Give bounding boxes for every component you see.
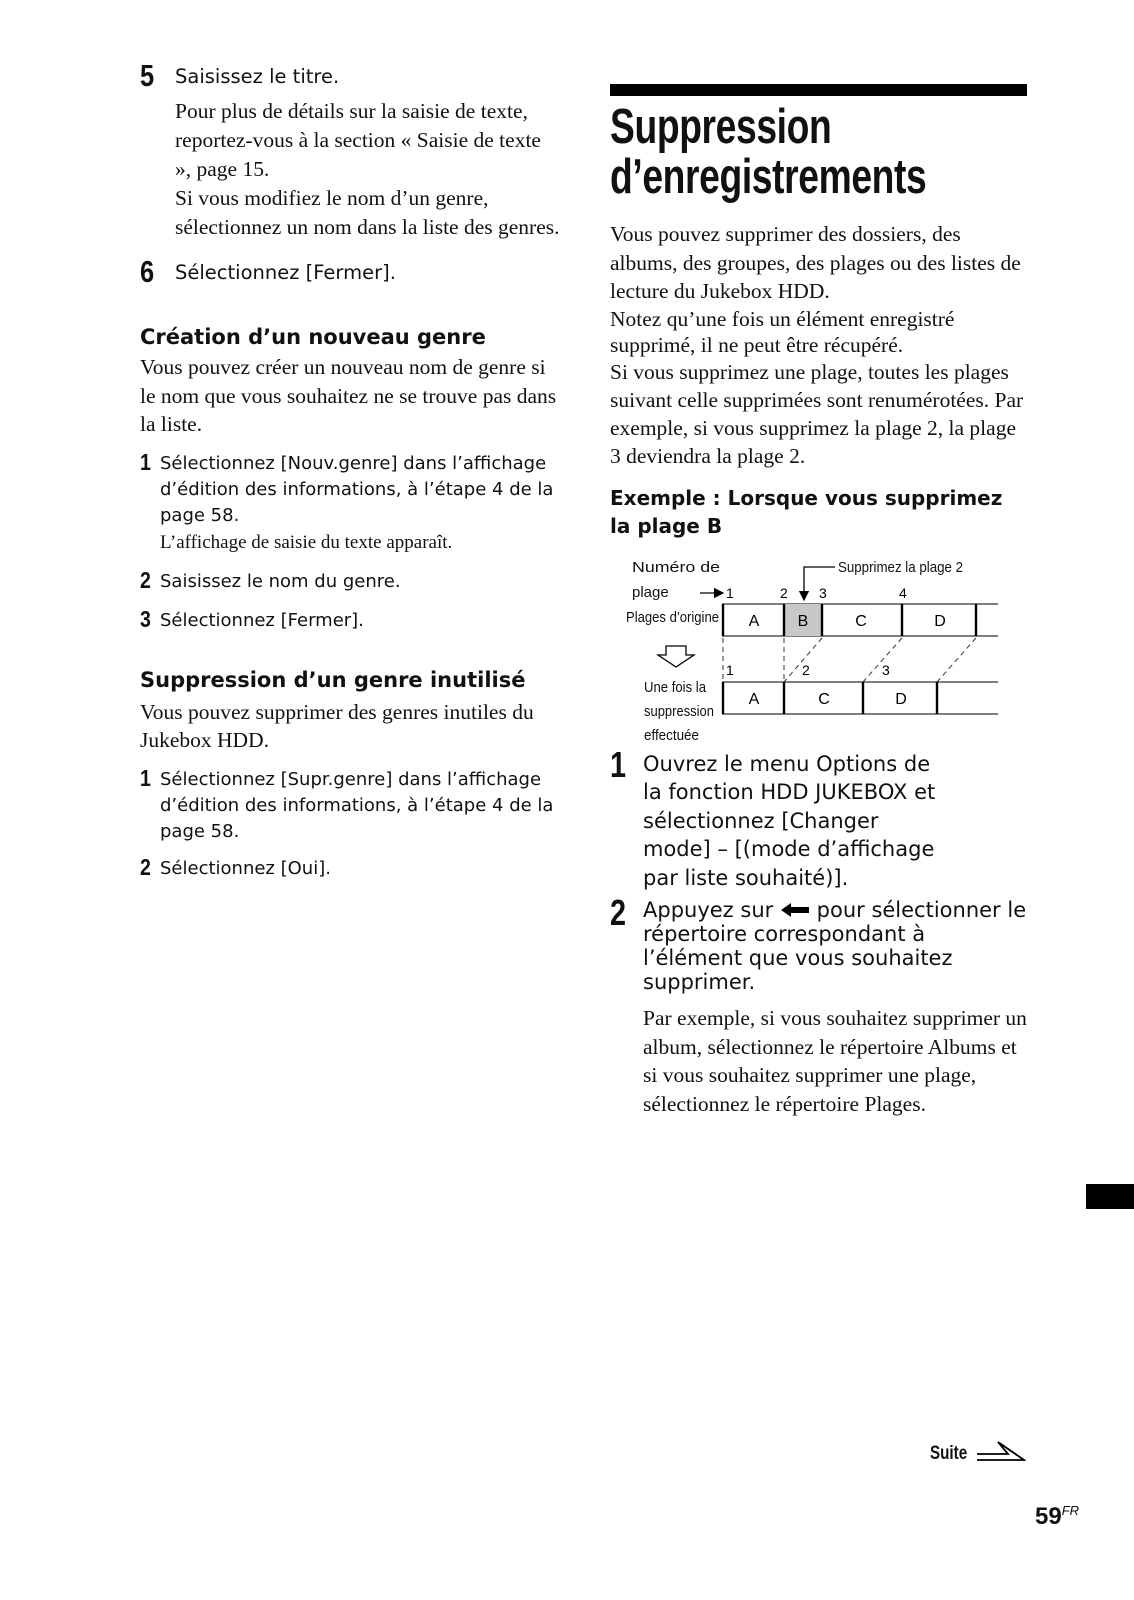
step-number: 2 — [610, 892, 627, 933]
step-text-before: Appuyez sur — [643, 898, 774, 922]
substep-text: Saisissez le nom du genre. — [160, 570, 401, 592]
step-2 — [610, 892, 1028, 1118]
track-label: C — [818, 690, 830, 708]
down-arrow-icon — [658, 646, 694, 667]
track-number: 1 — [726, 584, 734, 601]
step-text — [643, 898, 1028, 994]
section-heading: Création d’un nouveau genre — [140, 325, 486, 349]
track-label: D — [895, 690, 907, 708]
step-body: Par exemple, si vous souhaitez supprimer un album, sélectionnez le répertoire Albums et si vous souhaitez supprimer une plage, sélectionnez le répertoire Plages. — [643, 1006, 1027, 1116]
step-body: Pour plus de détails sur la saisie de texte, reportez-vous à la section « Saisie de texte », page 15. — [175, 99, 541, 181]
label-after-1: Une fois la — [644, 678, 707, 696]
suite-label: Suite — [930, 1443, 968, 1464]
step-number: 6 — [140, 254, 155, 289]
example-heading: Exemple : Lorsque vous supprimez la plage B — [610, 485, 1003, 538]
label-after-2: suppression — [644, 702, 714, 720]
substep-number: 3 — [140, 605, 151, 632]
track-deletion-diagram — [610, 546, 1020, 746]
substep — [140, 853, 560, 882]
step-text: Ouvrez le menu Options de la fonction HDD JUKEBOX et sélectionnez [Changer mode] – [(mode d’affichage par liste souhaité)]. — [643, 751, 936, 890]
step-5 — [140, 58, 560, 242]
substep-text: Sélectionnez [Supr.genre] dans l’affichage d’édition des informations, à l’étape 4 de la page 58. — [160, 768, 554, 842]
intro-paragraph: Vous pouvez supprimer des dossiers, des albums, des groupes, des plages ou des listes de lecture du Jukebox HDD. — [610, 222, 1021, 303]
section-tab — [1086, 1184, 1134, 1209]
step-text-after: pour sélectionner le répertoire correspondant à l’élément que vous souhaitez supprimer. — [643, 898, 1027, 994]
substep — [140, 566, 560, 595]
page-number-suffix: FR — [1061, 1503, 1080, 1518]
label-after-3: effectuée — [644, 726, 699, 744]
step-number: 5 — [140, 58, 155, 93]
warning-paragraph: Notez qu’une fois un élément enregistré supprimé, il ne peut être récupéré. — [610, 306, 955, 357]
track-label: D — [934, 612, 946, 630]
page-number-value: 59 — [1035, 1503, 1062, 1530]
title-rule — [610, 84, 1027, 96]
continue-arrow-icon — [976, 1440, 1026, 1464]
title-line-2: d’enregistrements — [610, 150, 927, 204]
track-number: 3 — [819, 584, 827, 601]
track-number: 2 — [780, 584, 788, 601]
label-numero-1: Numéro de — [632, 558, 720, 576]
substep — [140, 605, 560, 634]
track-number: 2 — [802, 661, 810, 678]
step-title: Sélectionnez [Fermer]. — [175, 261, 396, 284]
step-title: Saisissez le titre. — [175, 65, 340, 88]
track-label: A — [748, 690, 760, 708]
step-6 — [140, 254, 560, 289]
track-label: B — [797, 612, 809, 630]
substep-number: 1 — [140, 764, 151, 791]
section-intro: Vous pouvez créer un nouveau nom de genre si le nom que vous souhaitez ne se trouve pas dans la liste. — [140, 355, 557, 436]
step-number: 1 — [610, 743, 627, 785]
substep — [140, 448, 560, 556]
title-line-1: Suppression — [610, 100, 832, 154]
track-label: C — [855, 612, 867, 630]
right-column — [610, 102, 1028, 1118]
track-number: 3 — [882, 661, 890, 678]
left-column — [140, 58, 560, 882]
substep-note: L’affichage de saisie du texte apparaît. — [160, 531, 453, 553]
back-arrow-icon — [780, 902, 810, 918]
track-number: 1 — [726, 661, 734, 678]
track-number: 4 — [899, 584, 907, 601]
substep-number: 2 — [140, 566, 151, 593]
page-number — [1035, 1503, 1079, 1531]
label-original: Plages d’origine — [626, 608, 719, 626]
label-numero-2: plage — [632, 583, 669, 601]
track-label: A — [748, 612, 760, 630]
substep-text: Sélectionnez [Nouv.genre] dans l’affichage d’édition des informations, à l’étape 4 de la page 58. — [160, 452, 554, 526]
substep-number: 1 — [140, 448, 151, 475]
page-title — [610, 102, 928, 202]
renumber-paragraph: Si vous supprimez une plage, toutes les plages suivant celle supprimées sont renumérotées. Par exemple, si vous supprimez la plage 2, la plage 3 deviendra la plage 2. — [610, 359, 1024, 468]
substep-text: Sélectionnez [Oui]. — [160, 857, 331, 879]
label-delete: Supprimez la plage 2 — [838, 558, 963, 576]
step-body: Si vous modifiez le nom d’un genre, sélectionnez un nom dans la liste des genres. — [175, 186, 560, 239]
section-intro: Vous pouvez supprimer des genres inutiles du Jukebox HDD. — [140, 699, 534, 752]
substep-number: 2 — [140, 853, 151, 880]
section-heading: Suppression d’un genre inutilisé — [140, 667, 526, 692]
substep-text: Sélectionnez [Fermer]. — [160, 609, 364, 631]
step-1 — [610, 743, 1028, 893]
substep — [140, 764, 560, 845]
